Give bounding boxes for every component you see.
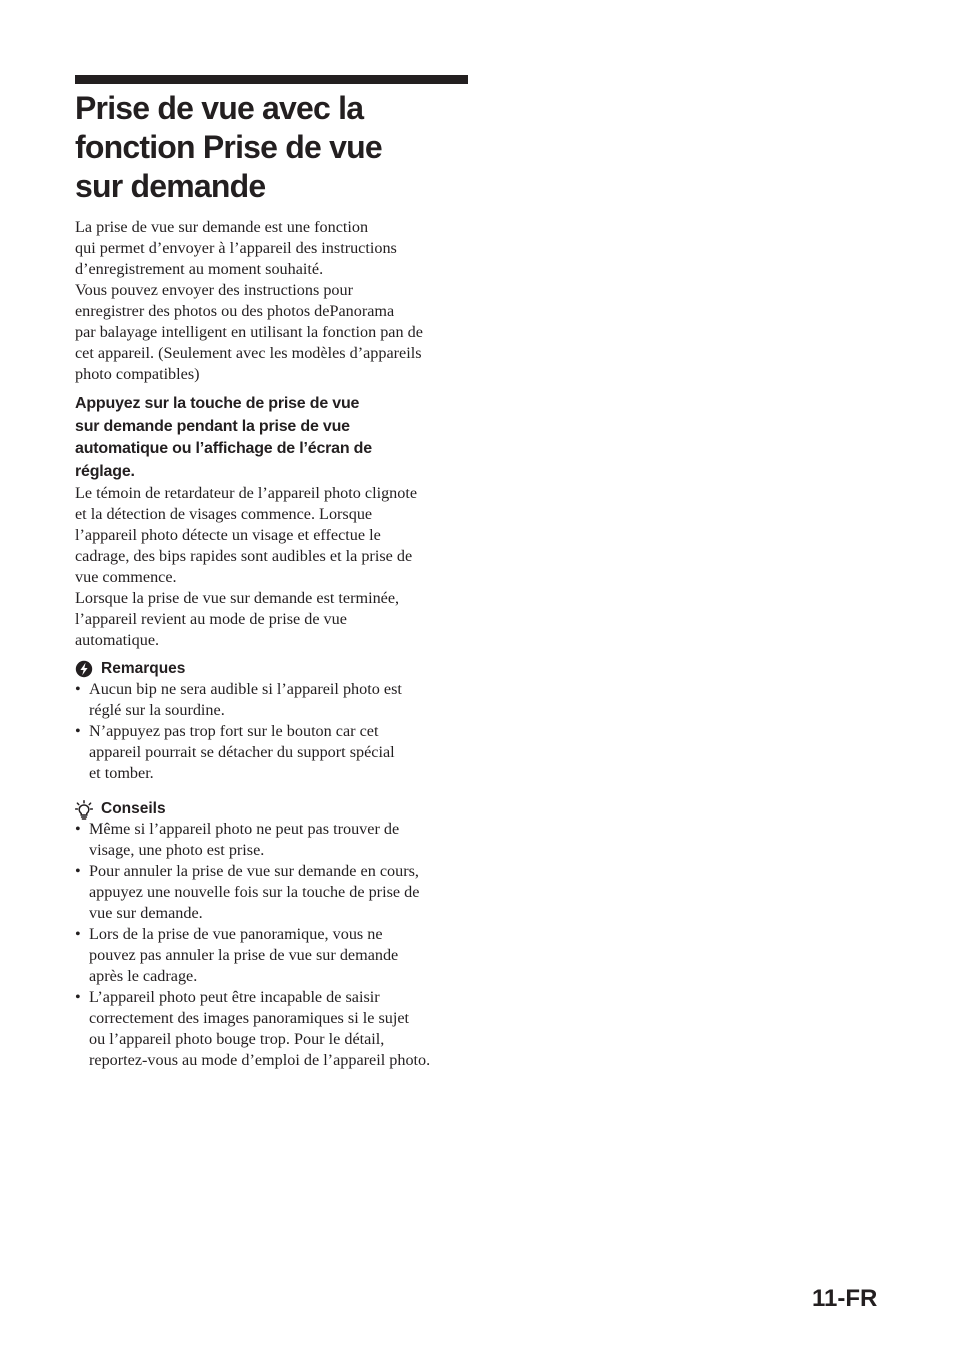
intro-paragraph: La prise de vue sur demande est une fonction qui permet d’envoyer à l’appareil des instructions d’enregistrement au moment souhaité. Vous pouvez envoyer des instructions pour enregistrer des photos ou des photos dePanorama par balayage intelligent en utilisant la fonction pan de cet appareil. (Seulement avec les modèles d’appareils photo compatibles) xyxy=(75,218,423,383)
list-item: • Aucun bip ne sera audible si l’appareil photo est réglé sur la sourdine. xyxy=(75,680,402,719)
list-item: • Pour annuler la prise de vue sur demande en cours, appuyez une nouvelle fois sur la touche de prise de vue sur demande. xyxy=(75,862,420,922)
tips-list xyxy=(75,819,468,1071)
tips-heading xyxy=(75,798,468,819)
lightbulb-icon xyxy=(75,800,93,818)
step-heading: Appuyez sur la touche de prise de vue sur demande pendant la prise de vue automatique ou l’affichage de l’écran de réglage. xyxy=(75,395,372,480)
bullet: • xyxy=(75,862,81,880)
bullet: • xyxy=(75,988,81,1006)
list-item: • Lors de la prise de vue panoramique, vous ne pouvez pas annuler la prise de vue sur demande après le cadrage. xyxy=(75,925,399,985)
bullet: • xyxy=(75,820,81,838)
list-item: • N’appuyez pas trop fort sur le bouton car cet appareil pourrait se détacher du support spécial et tomber. xyxy=(75,722,395,782)
list-item: • L’appareil photo peut être incapable de saisir correctement des images panoramiques si le sujet ou l’appareil photo bouge trop. Pour le détail, reportez-vous au mode d’emploi de l’appareil photo. xyxy=(75,988,431,1069)
caution-icon xyxy=(75,660,93,678)
notes-heading xyxy=(75,658,468,679)
bullet: • xyxy=(75,925,81,943)
notes-title: Remarques xyxy=(101,660,186,677)
bullet: • xyxy=(75,722,81,740)
tips-title: Conseils xyxy=(101,800,166,817)
bullet: • xyxy=(75,680,81,698)
page-number: 11-FR xyxy=(812,1285,878,1312)
title-rule xyxy=(75,75,468,84)
page-title: Prise de vue avec la fonction Prise de vue sur demande xyxy=(75,90,382,204)
list-item: • Même si l’appareil photo ne peut pas trouver de visage, une photo est prise. xyxy=(75,820,400,859)
step-body: Le témoin de retardateur de l’appareil photo clignote et la détection de visages commence. Lorsque l’appareil photo détecte un visage et effectue le cadrage, des bips rapides sont audibles et la prise de vue commence. Lorsque la prise de vue sur demande est terminée, l’appareil revient au mode de prise de vue automatique. xyxy=(75,484,418,649)
page-content xyxy=(75,75,468,1071)
notes-list xyxy=(75,679,468,784)
